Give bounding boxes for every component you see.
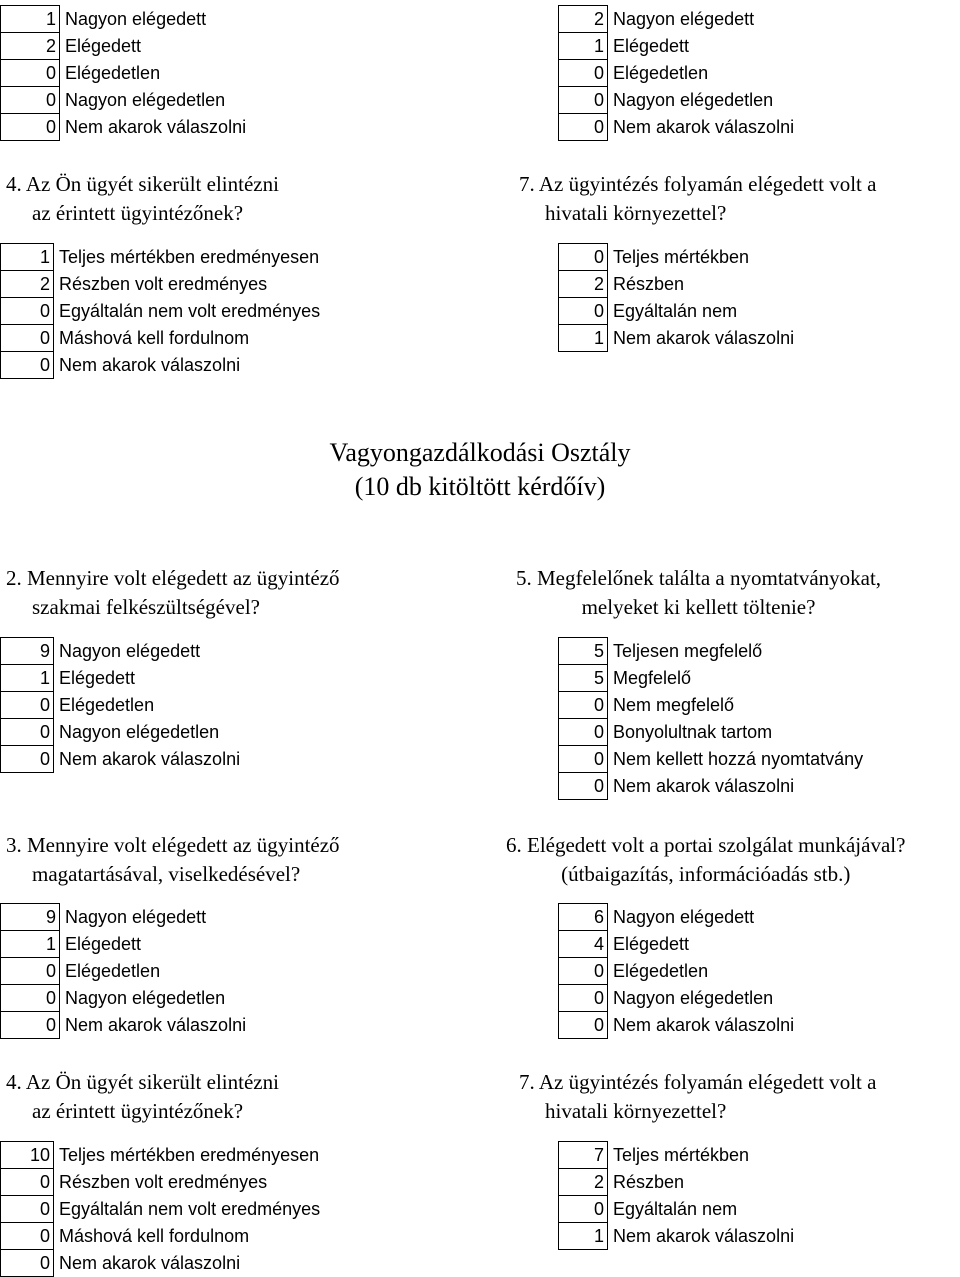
answer-table-q6 <box>558 903 848 1039</box>
answer-count: 0 <box>1 1223 54 1250</box>
answer-label: Nagyon elégedett <box>608 6 849 33</box>
answer-label: Nagyon elégedetlen <box>60 87 291 114</box>
answer-row <box>1 6 291 33</box>
answer-table-top-q4 <box>0 243 384 379</box>
answer-label: Nagyon elégedetlen <box>60 985 291 1012</box>
answer-count: 1 <box>1 665 54 692</box>
answer-row <box>559 1012 849 1039</box>
answer-count: 0 <box>559 1196 608 1223</box>
answer-label: Egyáltalán nem volt eredményes <box>54 1196 385 1223</box>
answer-row <box>1 244 385 271</box>
answer-row <box>1 692 285 719</box>
answer-table-q4 <box>0 1141 384 1277</box>
answer-row <box>559 638 924 665</box>
answer-count: 0 <box>1 746 54 773</box>
answer-label: Elégedett <box>60 931 291 958</box>
answer-row <box>1 665 285 692</box>
answer-count: 0 <box>1 298 54 325</box>
answer-row <box>559 298 849 325</box>
answer-row <box>1 298 385 325</box>
answer-label: Nem akarok válaszolni <box>54 746 285 773</box>
answer-count: 9 <box>1 904 60 931</box>
answer-count: 1 <box>1 931 60 958</box>
answer-row <box>1 931 291 958</box>
answer-count: 5 <box>559 665 608 692</box>
answer-count: 0 <box>559 298 608 325</box>
answer-row <box>1 1169 385 1196</box>
answer-label: Elégedetlen <box>60 958 291 985</box>
answer-count: 0 <box>559 985 608 1012</box>
answer-row <box>1 1250 385 1277</box>
question-q3 <box>6 831 340 889</box>
answer-count: 10 <box>1 1142 54 1169</box>
question-line-2: (útbaigazítás, információadás stb.) <box>561 862 851 886</box>
answer-count: 0 <box>1 1169 54 1196</box>
answer-row <box>559 114 849 141</box>
answer-count: 0 <box>1 325 54 352</box>
answer-count: 0 <box>559 244 608 271</box>
answer-label: Részben <box>608 1169 849 1196</box>
answer-count: 0 <box>559 1012 608 1039</box>
answer-count: 0 <box>1 1012 60 1039</box>
question-line-1: 7. Az ügyintézés folyamán elégedett volt a <box>519 172 877 196</box>
answer-count: 6 <box>559 904 608 931</box>
answer-count: 0 <box>1 87 60 114</box>
answer-row <box>1 638 285 665</box>
answer-count: 2 <box>559 271 608 298</box>
answer-row <box>1 1196 385 1223</box>
answer-label: Elégedetlen <box>608 958 849 985</box>
answer-count: 4 <box>559 931 608 958</box>
answer-label: Nem akarok válaszolni <box>60 114 291 141</box>
answer-label: Elégedetlen <box>608 60 849 87</box>
answer-row <box>559 6 849 33</box>
answer-count: 1 <box>1 244 54 271</box>
answer-row <box>559 87 849 114</box>
answer-label: Elégedett <box>54 665 285 692</box>
question-line-2: hivatali környezettel? <box>545 1099 727 1123</box>
answer-label: Elégedetlen <box>60 60 291 87</box>
answer-row <box>559 692 924 719</box>
question-line-2: melyeket ki kellett töltenie? <box>581 595 816 619</box>
answer-count: 0 <box>559 87 608 114</box>
answer-label: Nagyon elégedett <box>60 6 291 33</box>
answer-row <box>1 33 291 60</box>
answer-count: 0 <box>559 719 608 746</box>
answer-table-q5 <box>558 637 923 800</box>
question-line-1: 5. Megfelelőnek találta a nyomtatványokat, <box>516 566 882 590</box>
answer-row <box>559 931 849 958</box>
answer-label: Teljes mértékben eredményesen <box>54 1142 385 1169</box>
answer-label: Elégedett <box>608 931 849 958</box>
answer-count: 0 <box>1 985 60 1012</box>
answer-table-q7 <box>558 1141 848 1250</box>
answer-count: 2 <box>1 33 60 60</box>
answer-label: Megfelelő <box>608 665 924 692</box>
answer-row <box>1 87 291 114</box>
answer-row <box>1 60 291 87</box>
answer-row <box>1 985 291 1012</box>
answer-label: Nagyon elégedetlen <box>54 719 285 746</box>
answer-label: Teljes mértékben <box>608 1142 849 1169</box>
answer-count: 0 <box>559 958 608 985</box>
answer-label: Bonyolultnak tartom <box>608 719 924 746</box>
answer-row <box>1 719 285 746</box>
question-line-1: 2. Mennyire volt elégedett az ügyintéző <box>6 566 340 590</box>
question-q7 <box>519 1068 876 1126</box>
answer-row <box>1 1223 385 1250</box>
question-line-1: 6. Elégedett volt a portai szolgálat munkájával? <box>506 833 906 857</box>
question-q6 <box>506 831 905 889</box>
question-q2 <box>6 564 340 622</box>
answer-count: 5 <box>559 638 608 665</box>
answer-label: Elégedett <box>60 33 291 60</box>
answer-count: 0 <box>559 60 608 87</box>
question-line-2: hivatali környezettel? <box>545 201 727 225</box>
answer-label: Egyáltalán nem <box>608 298 849 325</box>
answer-row <box>1 352 385 379</box>
answer-label: Nem megfelelő <box>608 692 924 719</box>
answer-row <box>559 719 924 746</box>
answer-count: 0 <box>559 114 608 141</box>
answer-label: Nagyon elégedetlen <box>608 87 849 114</box>
answer-count: 0 <box>1 719 54 746</box>
answer-row <box>559 773 924 800</box>
answer-count: 0 <box>1 958 60 985</box>
answer-count: 2 <box>559 1169 608 1196</box>
answer-row <box>1 904 291 931</box>
section-title: Vagyongazdálkodási Osztály <box>329 438 631 467</box>
answer-label: Nagyon elégedett <box>54 638 285 665</box>
answer-label: Részben volt eredményes <box>54 1169 385 1196</box>
answer-row <box>1 1012 291 1039</box>
question-line-2: magatartásával, viselkedésével? <box>32 862 301 886</box>
question-q5 <box>516 564 881 622</box>
answer-row <box>559 33 849 60</box>
question-q4 <box>6 1068 279 1126</box>
answer-count: 1 <box>559 33 608 60</box>
answer-label: Nem kellett hozzá nyomtatvány <box>608 746 924 773</box>
answer-label: Teljes mértékben eredményesen <box>54 244 385 271</box>
question-line-2: az érintett ügyintézőnek? <box>32 201 244 225</box>
answer-count: 0 <box>1 352 54 379</box>
answer-count: 2 <box>1 271 54 298</box>
answer-table-q2 <box>0 637 284 773</box>
answer-label: Elégedetlen <box>54 692 285 719</box>
answer-row <box>559 1223 849 1250</box>
answer-count: 0 <box>1 60 60 87</box>
answer-count: 1 <box>559 1223 608 1250</box>
answer-table-top-q1-left <box>0 5 290 141</box>
answer-row <box>559 60 849 87</box>
answer-table-top-q1-right <box>558 5 848 141</box>
answer-row <box>559 271 849 298</box>
answer-row <box>1 746 285 773</box>
answer-label: Nagyon elégedett <box>608 904 849 931</box>
answer-count: 7 <box>559 1142 608 1169</box>
answer-count: 0 <box>1 114 60 141</box>
answer-row <box>559 1196 849 1223</box>
answer-label: Elégedett <box>608 33 849 60</box>
answer-row <box>1 958 291 985</box>
answer-count: 1 <box>1 6 60 33</box>
question-top-q7 <box>519 170 876 228</box>
answer-count: 0 <box>1 1250 54 1277</box>
answer-row <box>559 665 924 692</box>
section-subtitle: (10 db kitöltött kérdőív) <box>354 472 606 501</box>
answer-label: Nem akarok válaszolni <box>608 325 849 352</box>
answer-row <box>1 325 385 352</box>
answer-label: Nem akarok válaszolni <box>608 773 924 800</box>
answer-label: Nagyon elégedetlen <box>608 985 849 1012</box>
answer-count: 0 <box>559 746 608 773</box>
answer-row <box>559 1169 849 1196</box>
answer-row <box>559 904 849 931</box>
answer-label: Máshová kell fordulnom <box>54 325 385 352</box>
answer-count: 1 <box>559 325 608 352</box>
answer-label: Teljesen megfelelő <box>608 638 924 665</box>
answer-row <box>559 1142 849 1169</box>
answer-row <box>1 1142 385 1169</box>
answer-label: Részben volt eredményes <box>54 271 385 298</box>
answer-count: 0 <box>559 773 608 800</box>
answer-row <box>559 985 849 1012</box>
answer-row <box>559 746 924 773</box>
answer-label: Nem akarok válaszolni <box>54 1250 385 1277</box>
answer-label: Nem akarok válaszolni <box>54 352 385 379</box>
answer-count: 0 <box>1 1196 54 1223</box>
answer-table-top-q7 <box>558 243 848 352</box>
answer-label: Nagyon elégedett <box>60 904 291 931</box>
answer-row <box>1 114 291 141</box>
question-line-2: szakmai felkészültségével? <box>32 595 260 619</box>
question-line-1: 4. Az Ön ügyét sikerült elintézni <box>6 1070 279 1094</box>
answer-label: Egyáltalán nem volt eredményes <box>54 298 385 325</box>
answer-count: 0 <box>559 692 608 719</box>
answer-table-q3 <box>0 903 290 1039</box>
question-line-2: az érintett ügyintézőnek? <box>32 1099 244 1123</box>
answer-label: Nem akarok válaszolni <box>60 1012 291 1039</box>
answer-row <box>559 325 849 352</box>
answer-label: Nem akarok válaszolni <box>608 1223 849 1250</box>
question-line-1: 7. Az ügyintézés folyamán elégedett volt a <box>519 1070 877 1094</box>
answer-count: 2 <box>559 6 608 33</box>
answer-count: 0 <box>1 692 54 719</box>
answer-label: Nem akarok válaszolni <box>608 114 849 141</box>
answer-row <box>559 958 849 985</box>
answer-label: Nem akarok válaszolni <box>608 1012 849 1039</box>
answer-row <box>559 244 849 271</box>
answer-row <box>1 271 385 298</box>
answer-label: Máshová kell fordulnom <box>54 1223 385 1250</box>
question-line-1: 3. Mennyire volt elégedett az ügyintéző <box>6 833 340 857</box>
section-heading <box>0 436 960 504</box>
question-top-q4 <box>6 170 279 228</box>
answer-count: 9 <box>1 638 54 665</box>
answer-label: Részben <box>608 271 849 298</box>
question-line-1: 4. Az Ön ügyét sikerült elintézni <box>6 172 279 196</box>
answer-label: Teljes mértékben <box>608 244 849 271</box>
answer-label: Egyáltalán nem <box>608 1196 849 1223</box>
